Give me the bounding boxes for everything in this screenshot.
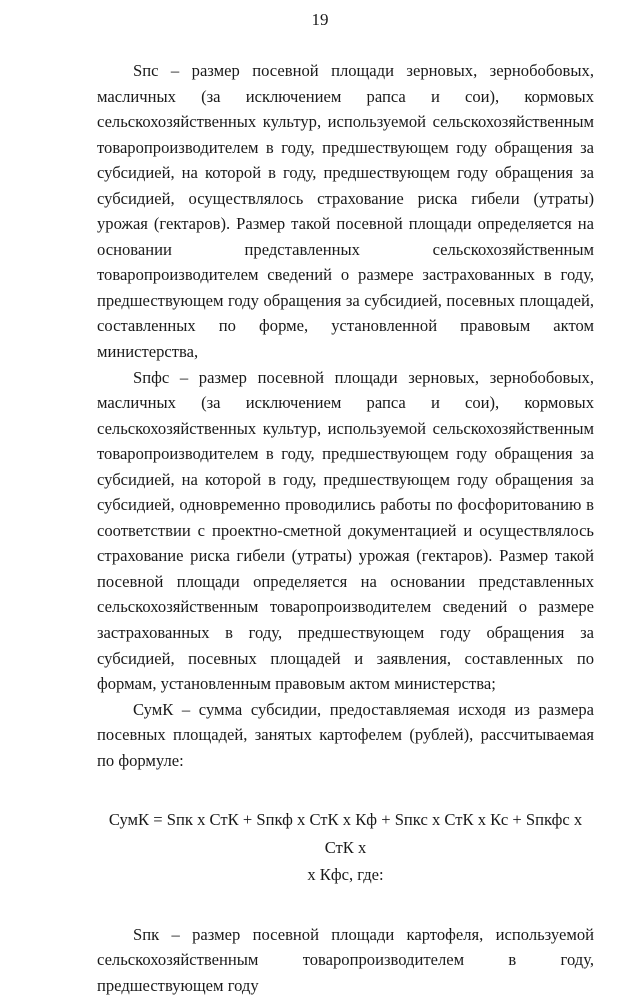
formula-line-1: СумК = Sпк x СтК + Sпкф x СтК x Кф + Sпкс x СтК x Кс + Sпкфс x СтК x <box>108 810 583 857</box>
formula-line-2: x Кфс, где: <box>307 865 384 885</box>
sumk-formula <box>97 806 594 889</box>
paragraph-spfs-definition: Sпфс – размер посевной площади зерновых, зернобобовых, масличных (за исключением рапса и сои), кормовых сельскохозяйственных культур, используемой сельскохозяйственным товаропроизводителем в году, предшествующем году обращения за субсидией, на которой в году, предшествующем году обращения за субсидией, одновременно проводились работы по фосфоритованию в соответствии с проектно-сметной документацией и осуществлялось страхование риска гибели (утраты) урожая (гектаров). Размер такой посевной площади определяется на основании представленных сельскохозяйственным товаропроизводителем сведений о размере застрахованных в году, предшествующем году обращения за субсидией, посевных площадей и заявления, составленных по формам, установленным правовым актом министерства; <box>97 367 594 694</box>
paragraph-sumk-definition: СумК – сумма субсидии, предоставляемая исходя из размера посевных площадей, занятых картофелем (рублей), рассчитываемая по формуле: <box>97 699 594 770</box>
page-number: 19 <box>311 10 329 29</box>
paragraph-spc-definition: Sпс – размер посевной площади зерновых, зернобобовых, масличных (за исключением рапса и сои), кормовых сельскохозяйственных культур, используемой сельскохозяйственным товаропроизводителем в году, предшествующем году обращения за субсидией, на которой в году, предшествующем году обращения за субсидией, осуществлялось страхование риска гибели (утраты) урожая (гектаров). Размер такой посевной площади определяется на основании представленных сельскохозяйственным товаропроизводителем сведений о размере застрахованных в году, предшествующем году обращения за субсидией, посевных площадей, составленных по форме, установленной правовым актом министерства, <box>97 61 594 362</box>
document-body <box>97 58 594 998</box>
paragraph-spk-definition: Sпк – размер посевной площади картофеля, используемой сельскохозяйственным товаропроизводителем в году, предшествующем году <box>97 924 594 995</box>
